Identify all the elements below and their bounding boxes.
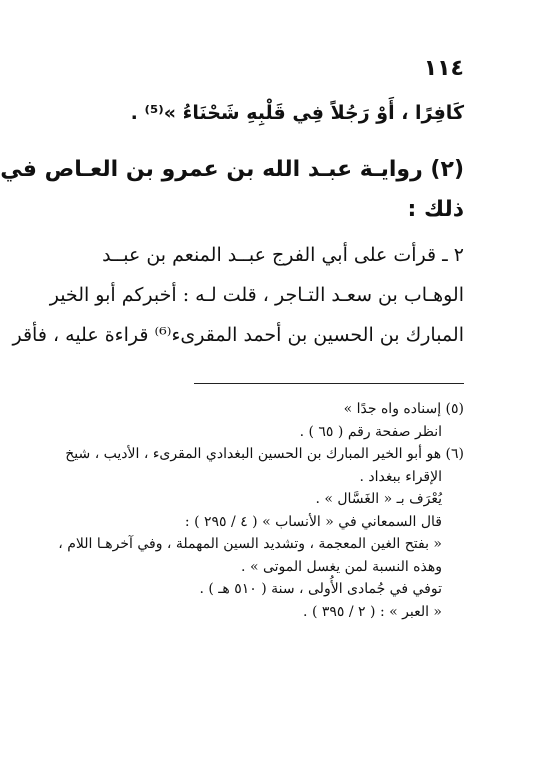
footnote-line: توفي في جُمادى الأُولى ، سنة ( ٥١٠ هـ ) . xyxy=(199,581,442,597)
paragraph-line: الوهـاب بن سعـد التـاجر ، قلت لـه : أخبركم أبو الخير xyxy=(49,284,464,306)
verse-line: كَافِرًا ، أَوْ رَجُلاً فِي قَلْبِهِ شَحْنَاءُ »⁽⁵⁾ . xyxy=(130,102,464,124)
page-number: ١١٤ xyxy=(423,56,464,81)
heading-line-2: ذلك : xyxy=(407,197,464,222)
paragraph-line: ٢ ـ قرأت على أبي الفرج عبــد المنعم بن عبــد xyxy=(102,244,464,266)
footnote-line: « بفتح الغين المعجمة ، وتشديد السين المهملة ، وفي آخرهـا اللام ، xyxy=(58,536,442,552)
footnote-line: الإقراء ببغداد . xyxy=(359,468,442,485)
footnotes xyxy=(58,398,464,623)
heading-line-1: (٢) روايـة عبـد الله بن عمرو بن العـاص في xyxy=(0,157,464,182)
section-heading xyxy=(0,150,464,230)
body-paragraph xyxy=(12,235,464,355)
footnote-line: انظر صفحة رقم ( ٦٥ ) . xyxy=(299,423,442,440)
footnote-line: وهذه النسبة لمن يغسل الموتى » . xyxy=(241,558,442,575)
footnote-line: قال السمعاني في « الأنساب » ( ٤ / ٢٩٥ ) : xyxy=(184,513,442,530)
footnote-divider xyxy=(194,383,464,384)
footnote-line: يُعْرَف بـ « الغَسَّال » . xyxy=(315,491,442,507)
footnote-line: « العبر » : ( ٢ / ٣٩٥ ) . xyxy=(303,603,442,620)
paragraph-line: المبارك بن الحسين بن أحمد المقرىء⁽⁶⁾ قراءة عليه ، فأقر xyxy=(12,324,464,346)
footnote-line: (٦) هو أبو الخير المبارك بن الحسين البغدادي المقرىء ، الأديب ، شيخ xyxy=(65,446,464,462)
footnote-line: (٥) إسناده واه جدًا » xyxy=(343,401,464,417)
